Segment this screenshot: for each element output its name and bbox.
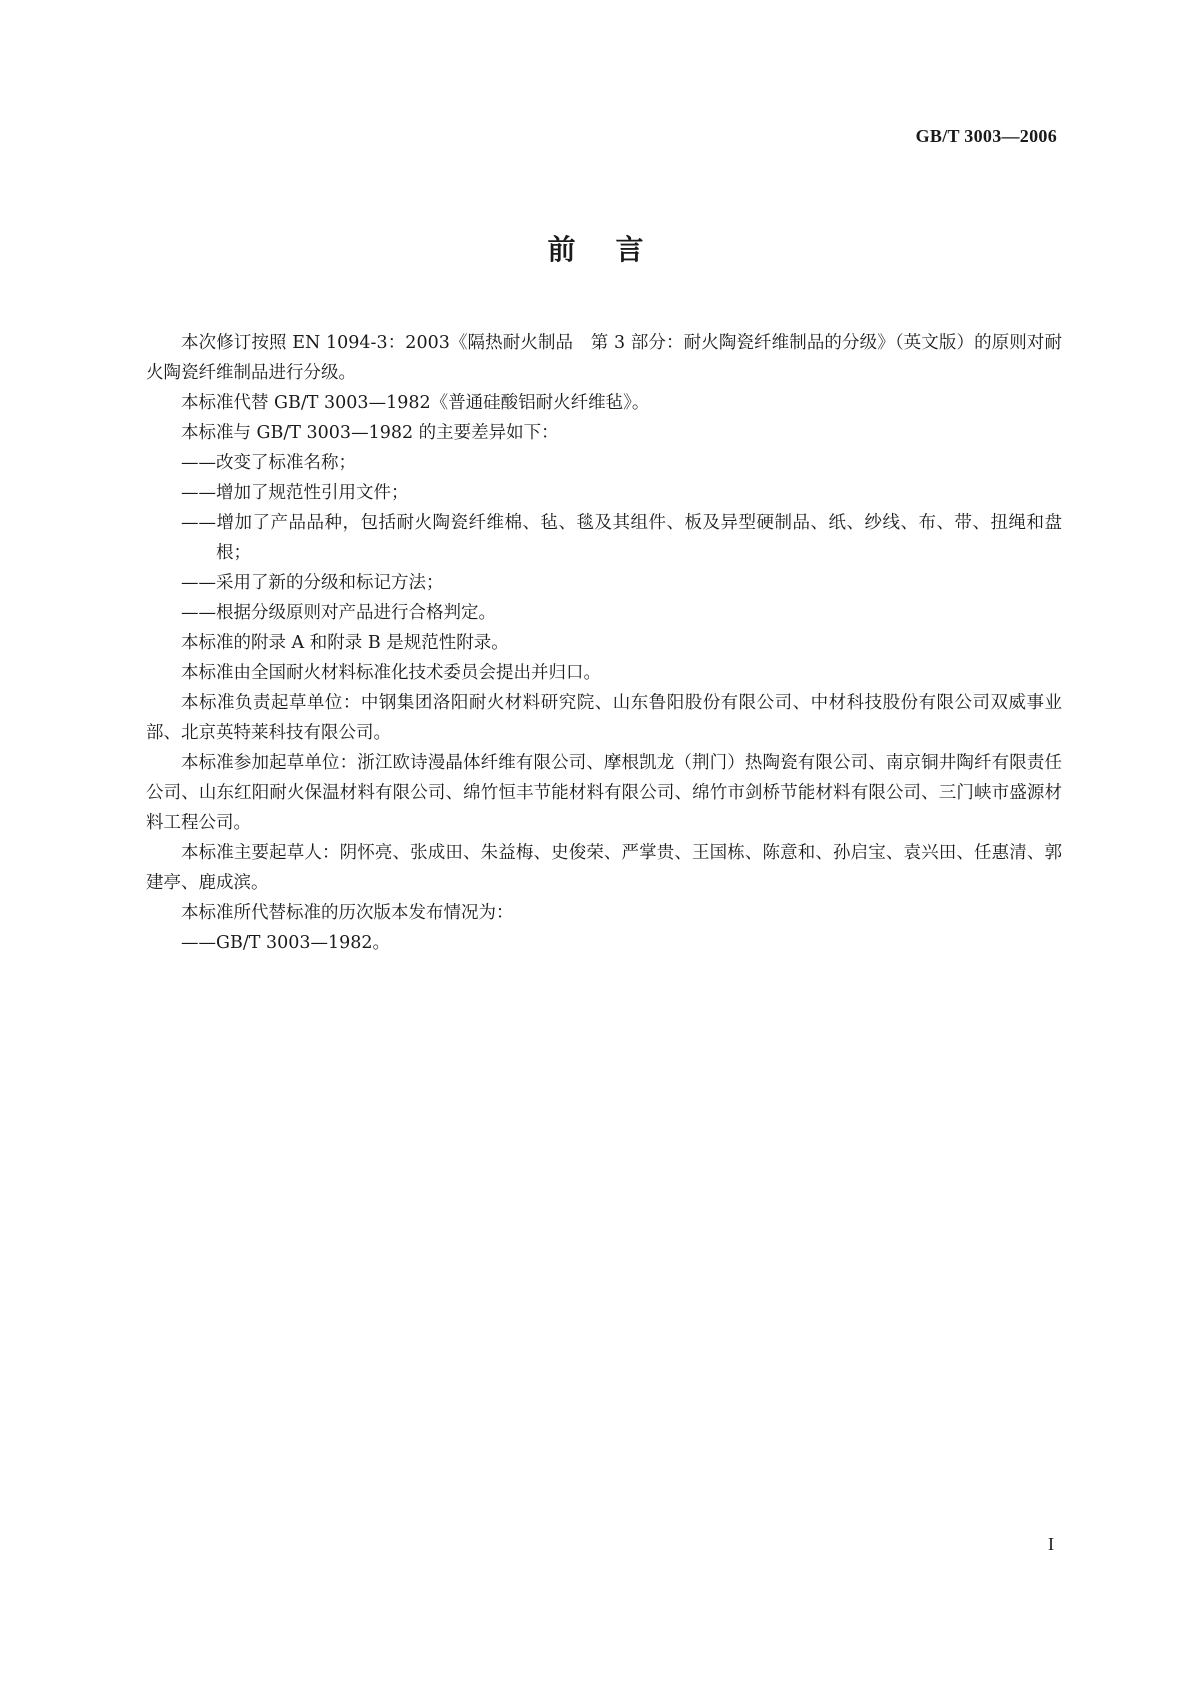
- paragraph: 本标准参加起草单位：浙江欧诗漫晶体纤维有限公司、摩根凯龙（荆门）热陶瓷有限公司、南京铜井陶纤有限责任公司、山东红阳耐火保温材料有限公司、绵竹恒丰节能材料有限公司、绵竹市剑桥节能材料有限公司、三门峡市盛源材料工程公司。: [146, 753, 1062, 833]
- page-title: 前言: [547, 233, 684, 266]
- list-item-text: 增加了产品品种，包括耐火陶瓷纤维棉、毡、毯及其组件、板及异型硬制品、纸、纱线、布、带、扭绳和盘根；: [216, 513, 1062, 563]
- paragraph: 本标准所代替标准的历次版本发布情况为：: [181, 903, 514, 923]
- page-number: I: [1048, 1534, 1054, 1554]
- list-item-text: 根据分级原则对产品进行合格判定。: [216, 603, 496, 623]
- foreword-body: [146, 328, 1062, 958]
- paragraph: 本标准负责起草单位：中钢集团洛阳耐火材料研究院、山东鲁阳股份有限公司、中材科技股份有限公司双威事业部、北京英特莱科技有限公司。: [146, 693, 1062, 743]
- list-item: [146, 568, 1062, 598]
- paragraph: 本标准与 GB/T 3003—1982 的主要差异如下：: [181, 423, 559, 443]
- dash-marker: ——: [181, 483, 216, 503]
- list-item-text: 增加了规范性引用文件；: [216, 483, 409, 503]
- list-item-text: 改变了标准名称；: [216, 453, 356, 473]
- list-item: [146, 448, 1062, 478]
- dash-marker: ——: [181, 453, 216, 473]
- list-item: [146, 598, 1062, 628]
- paragraph: 本标准主要起草人：阴怀亮、张成田、朱益梅、史俊荣、严掌贵、王国栋、陈意和、孙启宝、袁兴田、任惠清、郭建亭、鹿成滨。: [146, 843, 1062, 893]
- list-item: [146, 508, 1062, 568]
- list-item-text: 采用了新的分级和标记方法；: [216, 573, 444, 593]
- paragraph: 本次修订按照 EN 1094-3：2003《隔热耐火制品 第 3 部分：耐火陶瓷纤维制品的分级》（英文版）的原则对耐火陶瓷纤维制品进行分级。: [146, 333, 1062, 383]
- list-item: [146, 928, 1062, 958]
- dash-marker: ——: [181, 513, 216, 533]
- paragraph: 本标准的附录 A 和附录 B 是规范性附录。: [181, 633, 509, 653]
- list-item: [146, 478, 1062, 508]
- paragraph: 本标准代替 GB/T 3003—1982《普通硅酸铝耐火纤维毡》。: [181, 393, 650, 413]
- standard-code: GB/T 3003—2006: [915, 126, 1057, 146]
- dash-marker: ——: [181, 573, 216, 593]
- dash-marker: ——: [181, 933, 216, 953]
- paragraph: 本标准由全国耐火材料标准化技术委员会提出并归口。: [181, 663, 601, 683]
- dash-marker: ——: [181, 603, 216, 623]
- list-item-text: GB/T 3003—1982。: [216, 933, 391, 953]
